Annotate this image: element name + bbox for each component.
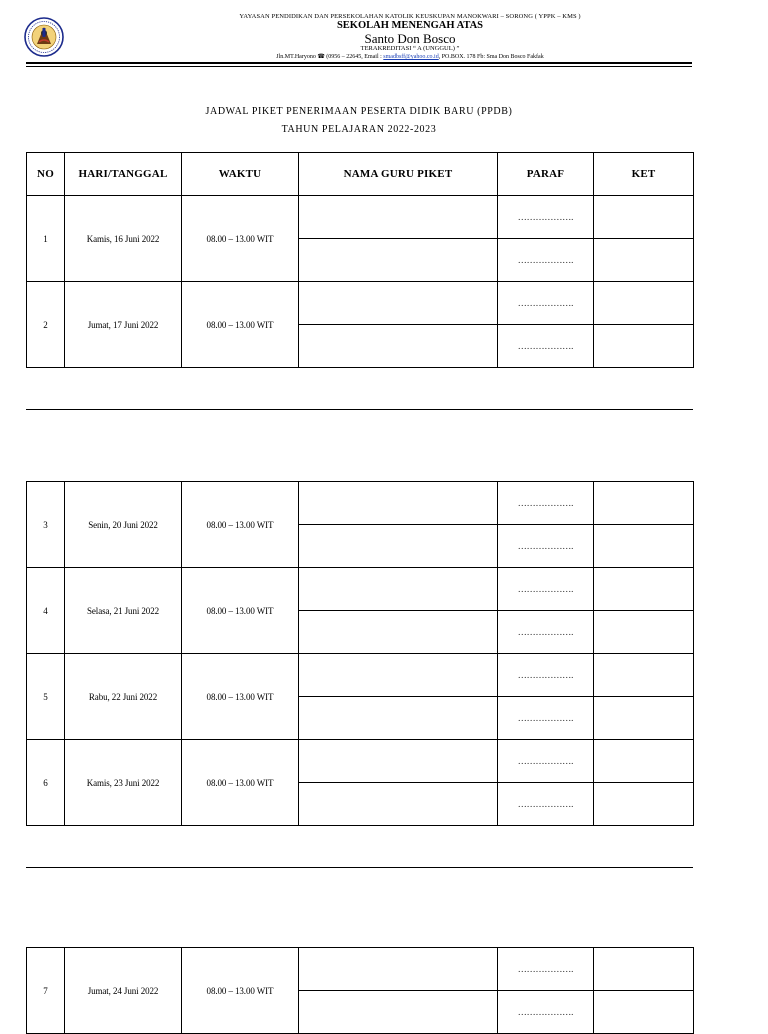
sign-cell[interactable]: ……………….	[498, 611, 594, 654]
row-no: 4	[27, 568, 65, 654]
note-cell[interactable]	[594, 196, 694, 239]
header-rule-thick	[26, 62, 692, 64]
note-cell[interactable]	[594, 525, 694, 568]
school-logo	[24, 17, 64, 57]
sign-cell[interactable]: ……………….	[498, 196, 594, 239]
address-suffix: , PO.BOX. 178 Fb: Sma Don Bosco Fakfak	[438, 54, 544, 60]
col-sign: PARAF	[498, 153, 594, 196]
row-no: 5	[27, 654, 65, 740]
table-row	[27, 196, 694, 239]
note-cell[interactable]	[594, 783, 694, 826]
row-no: 7	[27, 948, 65, 1034]
table-row	[27, 948, 694, 991]
table-row	[27, 282, 694, 325]
row-no: 6	[27, 740, 65, 826]
row-time: 08.00 – 13.00 WIT	[182, 482, 299, 568]
header-rule-thin	[26, 66, 692, 67]
note-cell[interactable]	[594, 325, 694, 368]
sign-cell[interactable]: ……………….	[498, 654, 594, 697]
teacher-cell[interactable]	[299, 568, 498, 611]
table-row	[27, 654, 694, 697]
note-cell[interactable]	[594, 948, 694, 991]
row-time: 08.00 – 13.00 WIT	[182, 568, 299, 654]
row-date: Selasa, 21 Juni 2022	[65, 568, 182, 654]
note-cell[interactable]	[594, 740, 694, 783]
row-time: 08.00 – 13.00 WIT	[182, 654, 299, 740]
note-cell[interactable]	[594, 482, 694, 525]
teacher-cell[interactable]	[299, 196, 498, 239]
page-separator	[26, 409, 693, 410]
teacher-cell[interactable]	[299, 740, 498, 783]
row-no: 2	[27, 282, 65, 368]
teacher-cell[interactable]	[299, 654, 498, 697]
teacher-cell[interactable]	[299, 525, 498, 568]
email-link[interactable]: smadbsff@yahoo.co.id	[383, 54, 439, 60]
note-cell[interactable]	[594, 654, 694, 697]
address-line	[100, 54, 720, 60]
sign-cell[interactable]: ……………….	[498, 948, 594, 991]
note-cell[interactable]	[594, 697, 694, 740]
sign-cell[interactable]: ……………….	[498, 482, 594, 525]
row-time: 08.00 – 13.00 WIT	[182, 948, 299, 1034]
schedule-table-2	[26, 481, 694, 826]
col-note: KET	[594, 153, 694, 196]
row-time: 08.00 – 13.00 WIT	[182, 196, 299, 282]
table-header-row	[27, 153, 694, 196]
sign-cell[interactable]: ……………….	[498, 239, 594, 282]
row-time: 08.00 – 13.00 WIT	[182, 740, 299, 826]
note-cell[interactable]	[594, 239, 694, 282]
table-row	[27, 568, 694, 611]
address-prefix: Jln.MT.Haryono ☎ (0956 – 22645, Email :	[276, 54, 384, 60]
sign-cell[interactable]: ……………….	[498, 325, 594, 368]
schedule-table-1	[26, 152, 694, 368]
table-row	[27, 482, 694, 525]
school-name: Santo Don Bosco	[364, 31, 456, 46]
teacher-cell[interactable]	[299, 482, 498, 525]
row-no: 1	[27, 196, 65, 282]
table-row	[27, 740, 694, 783]
sign-cell[interactable]: ……………….	[498, 740, 594, 783]
sign-cell[interactable]: ……………….	[498, 783, 594, 826]
academic-year: TAHUN PELAJARAN 2022-2023	[281, 124, 437, 135]
teacher-cell[interactable]	[299, 325, 498, 368]
sign-cell[interactable]: ……………….	[498, 282, 594, 325]
accreditation: TERAKREDITASI “ A (UNGGUL) ”	[360, 45, 460, 52]
row-date: Kamis, 16 Juni 2022	[65, 196, 182, 282]
note-cell[interactable]	[594, 611, 694, 654]
row-date: Jumat, 17 Juni 2022	[65, 282, 182, 368]
sign-cell[interactable]: ……………….	[498, 991, 594, 1034]
page-separator	[26, 867, 693, 868]
sign-cell[interactable]: ……………….	[498, 568, 594, 611]
row-no: 3	[27, 482, 65, 568]
foundation-name: YAYASAN PENDIDIKAN DAN PERSEKOLAHAN KATOLIK KEUSKUPAN MANOKWARI – SORONG ( YPPK – KMS )	[239, 13, 581, 20]
teacher-cell[interactable]	[299, 239, 498, 282]
teacher-cell[interactable]	[299, 611, 498, 654]
teacher-cell[interactable]	[299, 282, 498, 325]
row-date: Senin, 20 Juni 2022	[65, 482, 182, 568]
teacher-cell[interactable]	[299, 697, 498, 740]
teacher-cell[interactable]	[299, 948, 498, 991]
note-cell[interactable]	[594, 991, 694, 1034]
row-date: Rabu, 22 Juni 2022	[65, 654, 182, 740]
sign-cell[interactable]: ……………….	[498, 697, 594, 740]
row-time: 08.00 – 13.00 WIT	[182, 282, 299, 368]
note-cell[interactable]	[594, 568, 694, 611]
teacher-cell[interactable]	[299, 991, 498, 1034]
teacher-cell[interactable]	[299, 783, 498, 826]
sign-cell[interactable]: ……………….	[498, 525, 594, 568]
school-type: SEKOLAH MENENGAH ATAS	[336, 20, 484, 31]
col-date: HARI/TANGGAL	[65, 153, 182, 196]
col-no: NO	[27, 153, 65, 196]
schedule-table-3	[26, 947, 694, 1034]
note-cell[interactable]	[594, 282, 694, 325]
document-title: JADWAL PIKET PENERIMAAN PESERTA DIDIK BARU (PPDB)	[205, 106, 513, 117]
col-time: WAKTU	[182, 153, 299, 196]
row-date: Jumat, 24 Juni 2022	[65, 948, 182, 1034]
row-date: Kamis, 23 Juni 2022	[65, 740, 182, 826]
col-teacher: NAMA GURU PIKET	[299, 153, 498, 196]
